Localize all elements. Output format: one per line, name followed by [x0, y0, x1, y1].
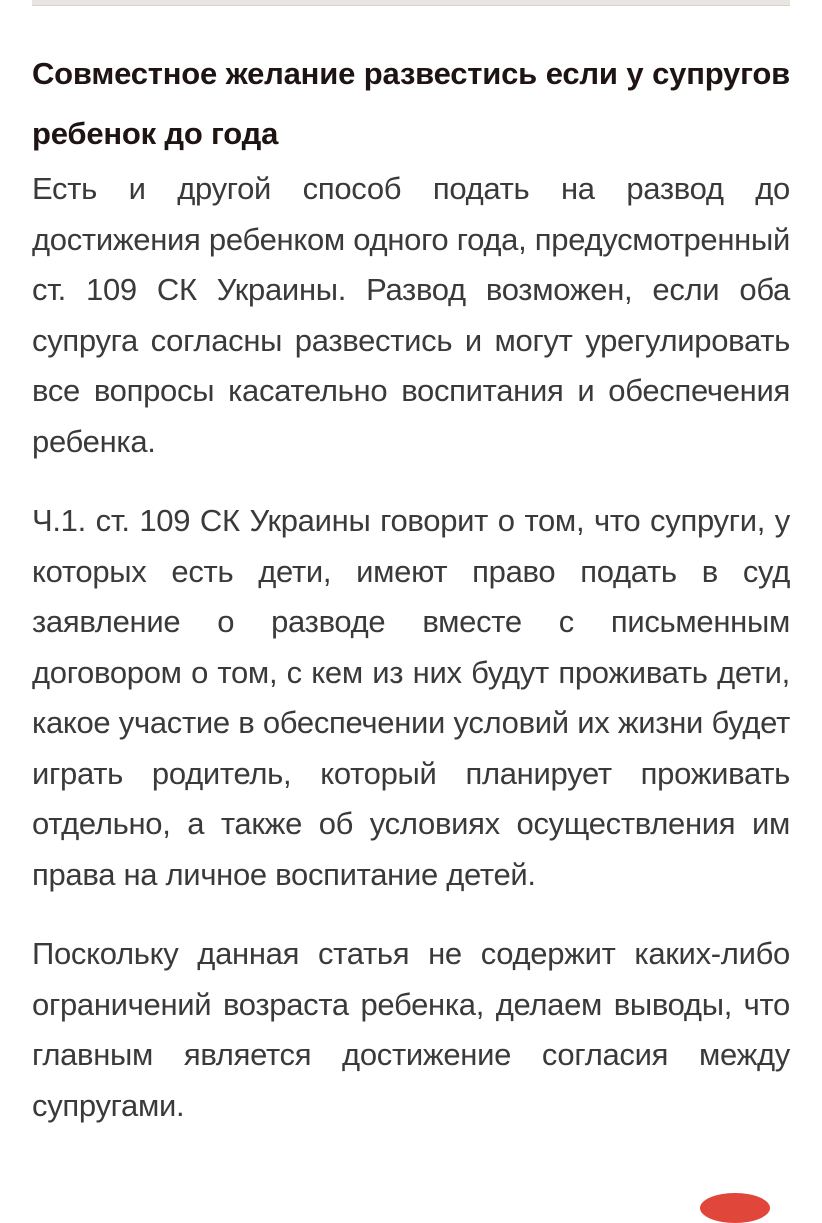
floating-action-button-edge[interactable] — [700, 1193, 770, 1223]
paragraph-1: Есть и другой способ подать на развод до достижения ребенком одного года, предусмотренный ст. 109 СК Украины. Развод возможен, если оба супруга согласны развестись и могут урегулировать все вопросы касательно воспитания и обеспечения ребенка. — [32, 171, 790, 459]
paragraph-2: Ч.1. ст. 109 СК Украины говорит о том, что супруги, у которых есть дети, имеют право подать в суд заявление о разводе вместе с письменным договором о том, с кем из них будут проживать дети, какое участие в обеспечении условий их жизни будет играть родитель, который планирует проживать отдельно, а также об условиях осуществления им права на личное воспитание детей. — [32, 503, 790, 892]
paragraph-3: Поскольку данная статья не содержит каких-либо ограничений возраста ребенка, делаем выводы, что главным является достижение согласия между супругами. — [32, 936, 790, 1123]
top-banner-edge — [32, 0, 790, 6]
section-heading: Совместное желание развестись если у супругов ребенок до года — [32, 56, 790, 151]
article-body — [32, 44, 790, 1131]
